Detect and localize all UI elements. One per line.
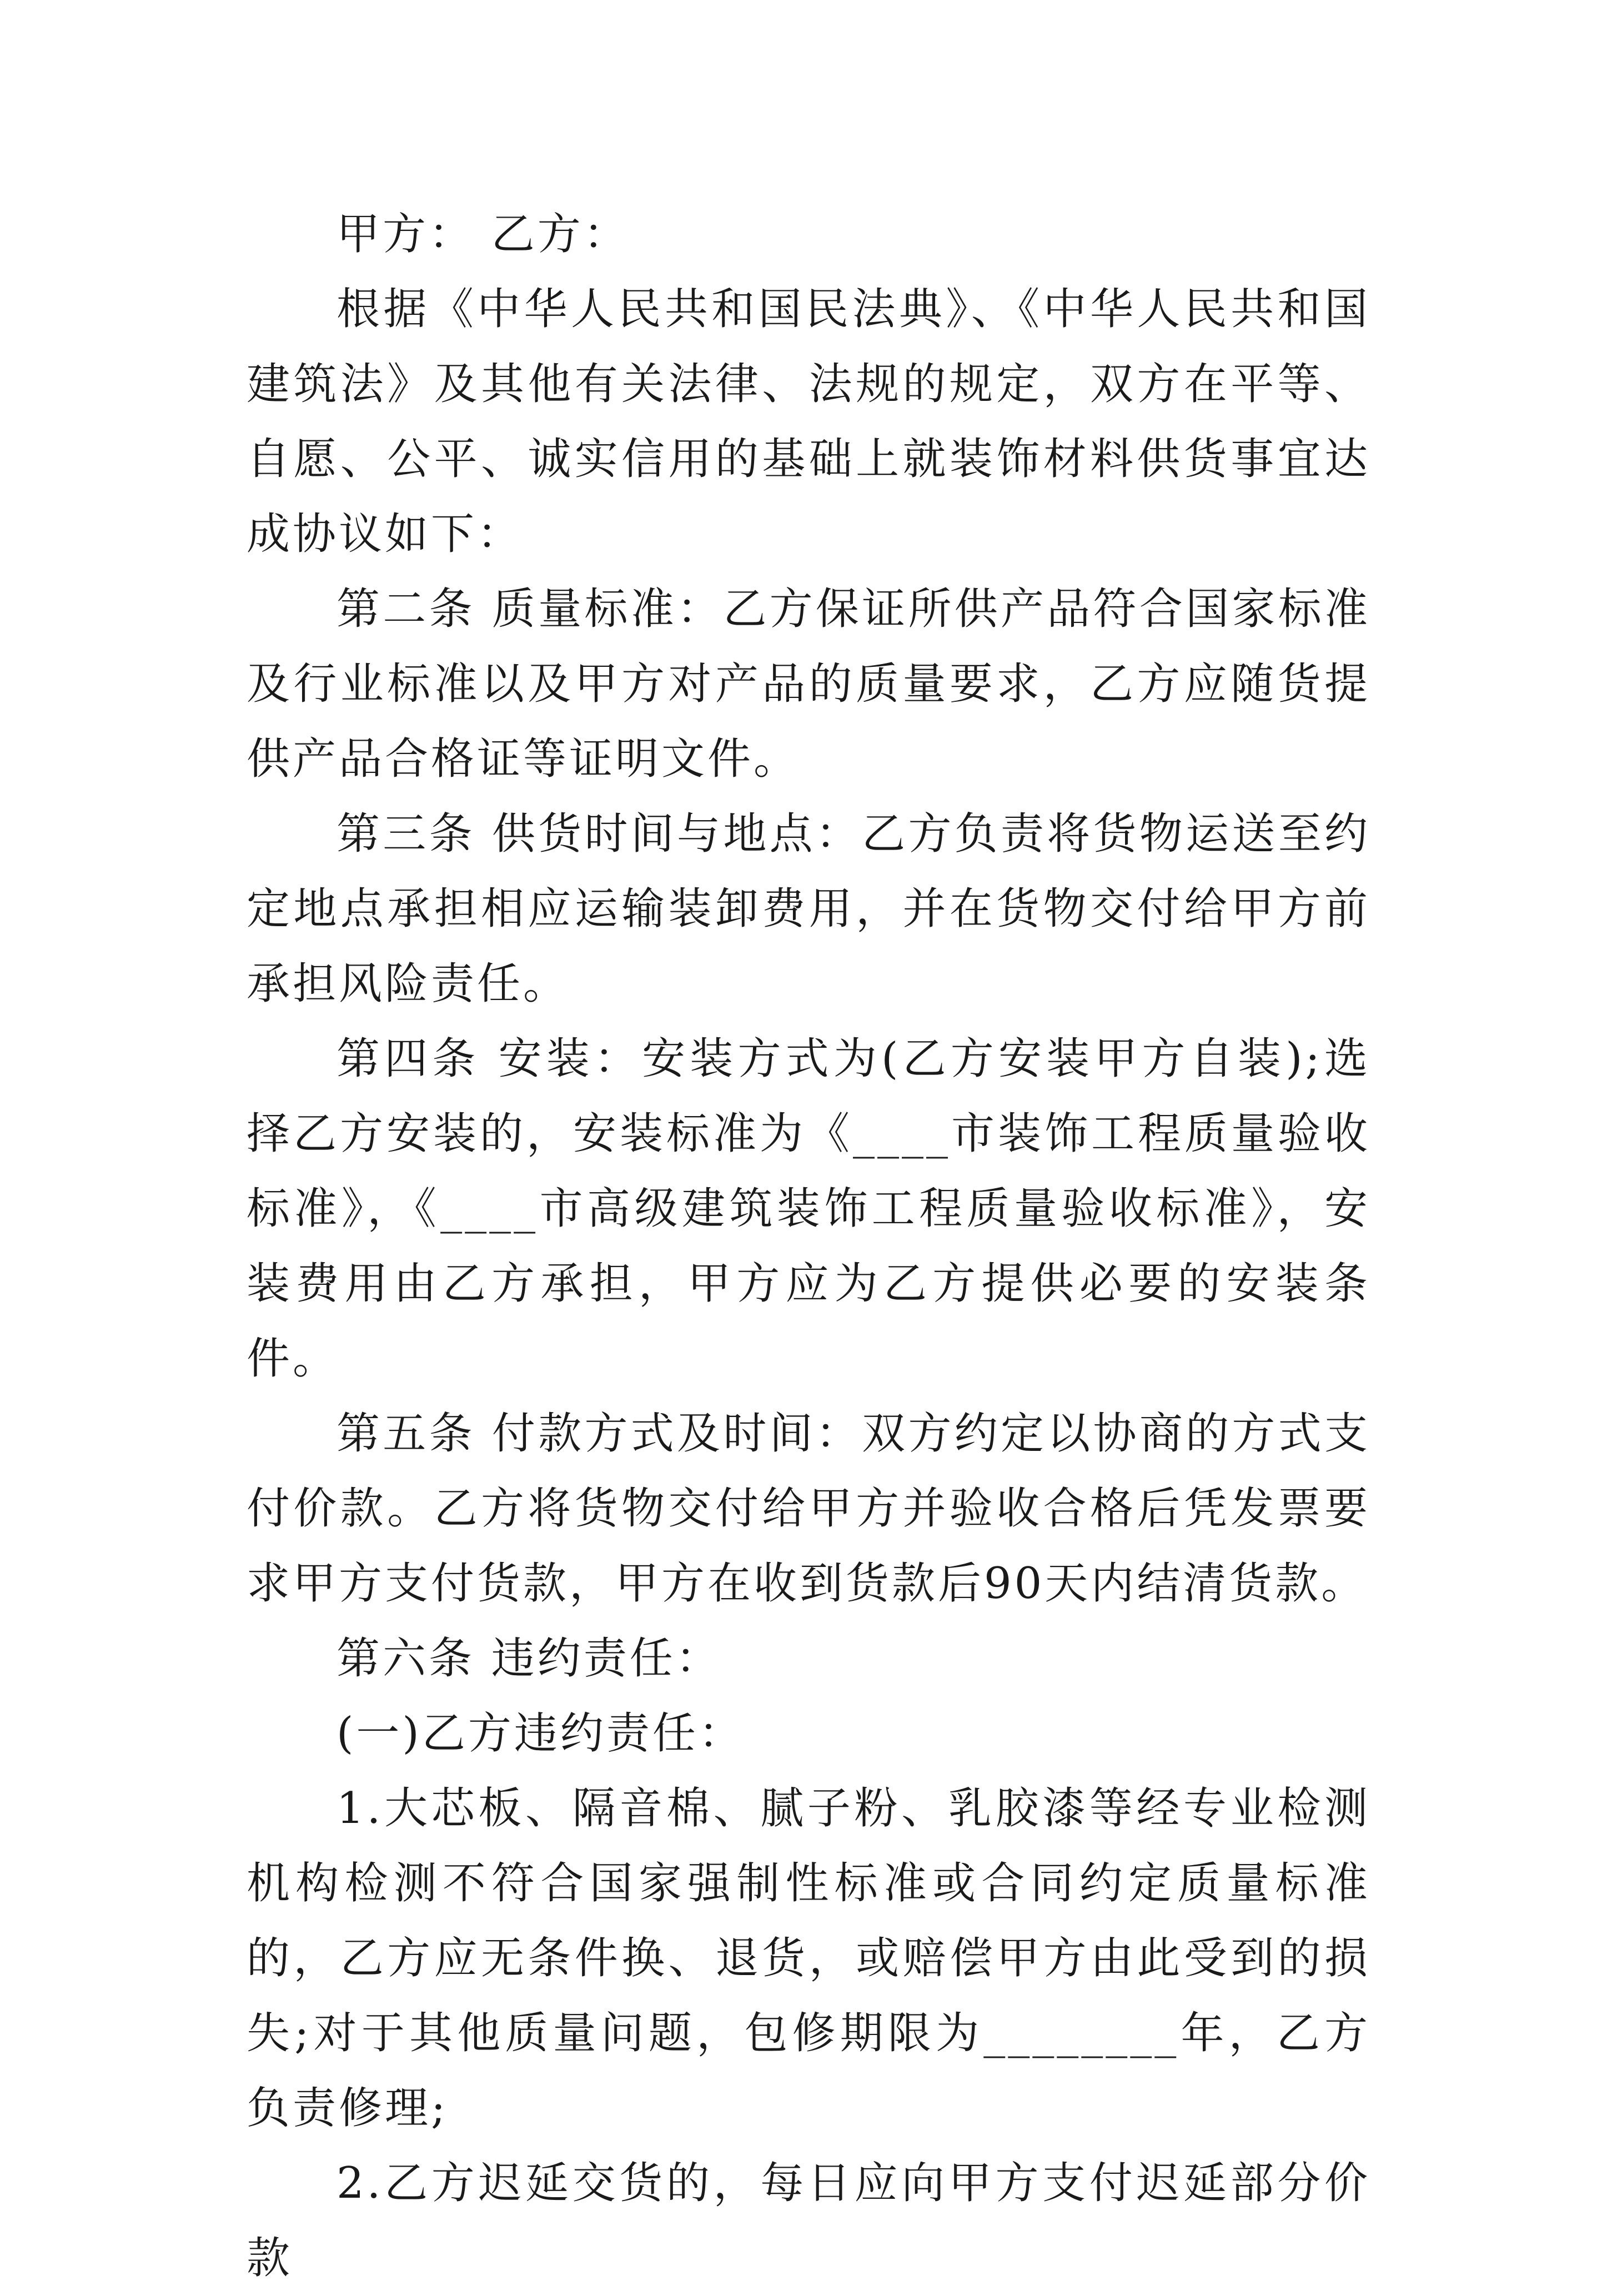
article-4-installation: 第四条 安装：安装方式为(乙方安装甲方自装);选择乙方安装的，安装标准为《____市装饰工程质量验收标准》，《____市高级建筑装饰工程质量验收标准》，安装费用由乙方承担，甲方应为乙方提供必要的安装条件。 [247,1034,1370,1384]
article-2-quality: 第二条 质量标准：乙方保证所供产品符合国家标准及行业标准以及甲方对产品的质量要求，乙方应随货提供产品合格证等证明文件。 [247,584,1370,784]
article-5-payment: 第五条 付款方式及时间：双方约定以协商的方式支付价款。乙方将货物交付给甲方并验收合格后凭发票要求甲方支付货款，甲方在收到货款后90天内结清货款。 [247,1409,1370,1609]
clause-1: 1.大芯板、隔音棉、腻子粉、乳胶漆等经专业检测机构检测不符合国家强制性标准或合同约定质量标准的，乙方应无条件换、退货，或赔偿甲方由此受到的损失;对于其他质量问题，包修期限为________年，乙方负责修理; [247,1783,1370,2133]
party-line: 甲方： 乙方： [337,209,630,259]
section-1-heading: (一)乙方违约责任： [337,1709,745,1759]
article-3-delivery: 第三条 供货时间与地点：乙方负责将货物运送至约定地点承担相应运输装卸费用，并在货物交付给甲方前承担风险责任。 [247,809,1370,1009]
document-body [247,197,1370,2296]
clause-2: 2.乙方迟延交货的，每日应向甲方支付迟延部分价款 [247,2158,1370,2283]
preamble-paragraph: 根据《中华人民共和国民法典》、《中华人民共和国建筑法》及其他有关法律、法规的规定，双方在平等、自愿、公平、诚实信用的基础上就装饰材料供货事宜达成协议如下： [247,284,1370,559]
article-6-heading: 第六条 违约责任： [337,1634,722,1684]
